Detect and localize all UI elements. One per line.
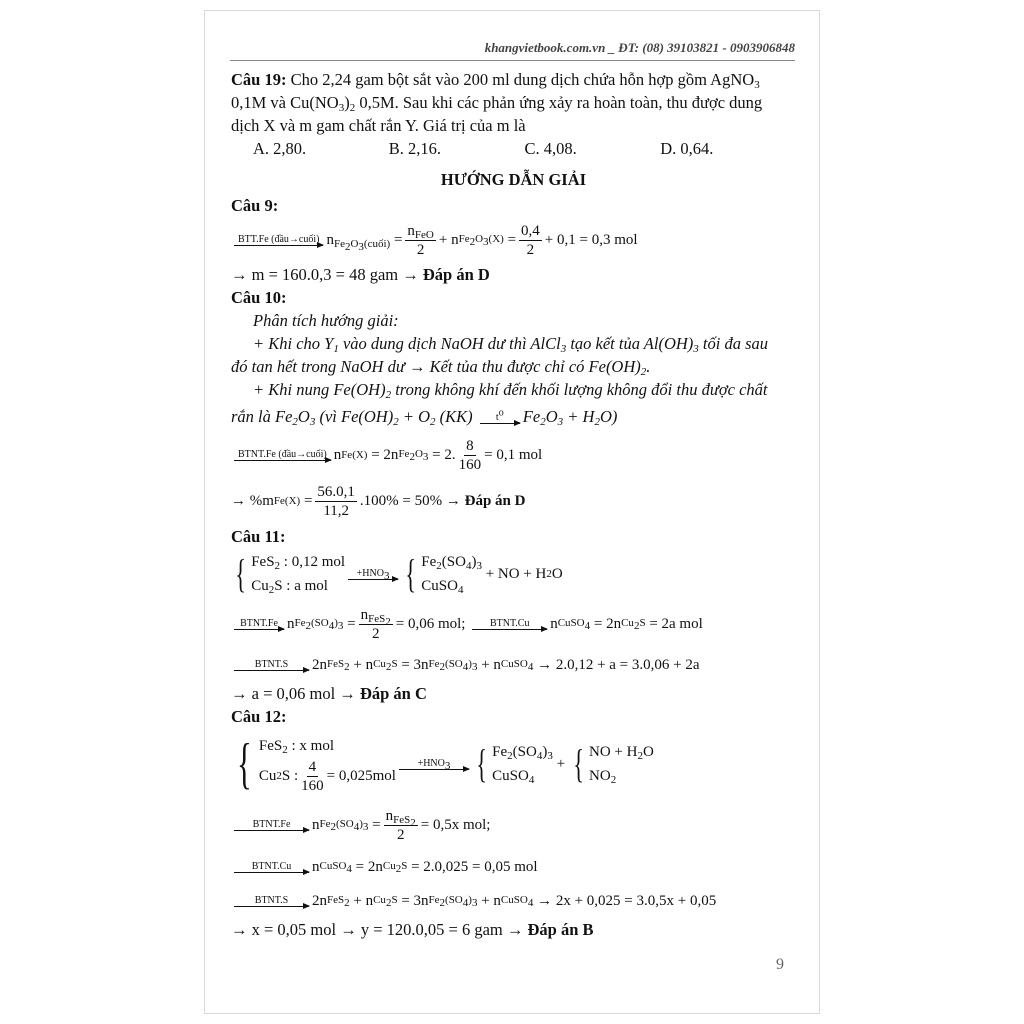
c10-l5-c: + O (398, 407, 431, 426)
c12-no-h2o: NO + H (589, 744, 638, 760)
c12-cu2s-label: S : (281, 768, 299, 784)
c10-l2-b: vào dung dịch NaOH dư thì AlCl (338, 334, 561, 353)
c10-eq2: → %m Fe(X) = $\frac{56.0,1}{11,2}$ .100% = 50% → Đáp án D (231, 483, 526, 519)
c9-label: Câu 9: (231, 196, 279, 215)
c10-l5: rắn là $Fe_2O_3$ (vì $Fe(OH)_2 + O_2$ (KK) $t^o$ $Fe_2O_3 + H_2O$) (231, 407, 618, 428)
c12-frac-num: 4 (308, 758, 317, 775)
c10-l2-a: + Khi cho Y (253, 334, 334, 353)
c11-prod-fe: Fe (421, 554, 437, 570)
c11-cu2s: Cu (251, 578, 269, 594)
c12-final-text: → x = 0,05 mol → y = 120.0,05 = 6 gam → (231, 920, 524, 939)
page-header: khangvietbook.com.vn _ ĐT: (08) 39103821 - 0903906848 (484, 40, 795, 55)
c12-arrow-s: BTNT.S (234, 895, 309, 907)
c11-eq-s-result: → 2.0,12 + a = 3.0,06 + 2a (537, 656, 700, 673)
c12-cu2s-amount: = 0,025mol (326, 768, 396, 784)
c12-answer: Đáp án B (527, 920, 594, 939)
c10-answer: Đáp án D (464, 492, 526, 509)
q19-text-2a: 0,1M và Cu(NO (231, 93, 339, 112)
q19-line2: 0,1M và $Cu(NO_3)_2$ 0,5M. Sau khi các phản ứng xảy ra hoàn toàn, thu được dung (231, 93, 763, 114)
c10-l3: đó tan hết trong NaOH dư → Kết tủa thu được chỉ có $Fe(OH)_2$. (231, 357, 651, 378)
c11-arrow-cu-label: BTNT.Cu (489, 618, 530, 629)
c10-eq1: BTNT.Fe (đầu→cuối) n Fe(X) = 2n $Fe_2O_3$ = 2. $\frac{8}{160}$ = 0,1 mol (231, 433, 796, 477)
c12-no2: NO (589, 768, 611, 784)
c12-system: { FeS$_2$ : x mol Cu 2 S : $\frac{4}{160}$ = 0,025mol $+HNO_3$ { $Fe_2(SO_4)_3$ CuSO$_4$ + { NO + $H_2O$ $NO_2$ (231, 728, 796, 800)
c9-equation: BTT.Fe (đầu→cuối) $n_{Fe_2O_3(cuối)}$ = $\frac{n_{FeO}}{2}$ + n $Fe_2O_3(X)$ = $\frac{0,4}{2}$ + 0,1 = 0,3 mol (231, 217, 796, 263)
c11-products: { $Fe_2(SO_4)_3$ CuSO$_4$ (405, 551, 482, 596)
c10-eq2-result: .100% = 50% → (359, 492, 461, 509)
c11-arrow-s-label: BTNT.S (254, 659, 289, 670)
q19-line3: dịch X và m gam chất rắn Y. Giá trị của m là (231, 116, 526, 135)
c9-arrow (234, 234, 323, 246)
c10-label: Câu 10: (231, 288, 287, 307)
page-number: 9 (776, 956, 784, 973)
c11-eq-fe-cu: BTNT.Fe n $Fe_2(SO_4)_3$ = $\frac{n_{FeS_2}}{2}$ = 0,06 mol; BTNT.Cu n CuSO$_4$ = 2n $Cu_2S$ = 2a mol (231, 600, 796, 648)
q19-text-1: Cho 2,24 gam bột sắt vào 200 ml dung dịch chứa hỗn hợp gồm AgNO (290, 70, 755, 89)
c12-eq-s: BTNT.S 2n FeS$_2$ + n $Cu_2S$ = 3n $Fe_2(SO_4)_3$ + n CuSO$_4$ → 2x + 0,025 = 3.0,5x + 0,05 (231, 884, 796, 918)
c10-frac1-den: 160 (458, 456, 482, 473)
option-d: D. 0,64. (660, 139, 714, 158)
c11-eq-s: BTNT.S 2n FeS$_2$ + n $Cu_2S$ = 3n $Fe_2(SO_4)_3$ + n CuSO$_4$ → 2.0,12 + a = 3.0,06 + 2a (231, 648, 796, 682)
q19-text-2b: 0,5M. Sau khi các phản ứng xảy ra hoàn toàn, thu được dung (355, 93, 763, 112)
c11-fes2-amount: : 0,12 mol (280, 554, 346, 570)
c9-arrow-label: BTT.Fe (đầu→cuối) (238, 234, 320, 245)
header-rule (230, 60, 795, 61)
c10-l4-b: trong không khí đến khối lượng không đổi thu được chất (391, 380, 768, 399)
c11-hno3-label: +HNO (356, 568, 384, 579)
c12-products: { $Fe_2(SO_4)_3$ CuSO$_4$ (476, 741, 553, 786)
section-title: HƯỚNG DẪN GIẢI (440, 170, 587, 189)
c12-final (231, 918, 796, 941)
c10-l2-d: tối đa sau (698, 334, 768, 353)
c11-cu2s-amount: S : a mol (274, 578, 328, 594)
c10-l1: Phân tích hướng giải: (253, 311, 399, 330)
c10-frac2-den: 11,2 (323, 502, 350, 519)
c12-eq-fe-result: = 0,5x mol; (420, 816, 491, 833)
c11-final-text: → a = 0,06 mol → (231, 684, 356, 703)
c11-answer: Đáp án C (359, 684, 427, 703)
c9-frac-num: 0,4 (521, 222, 540, 239)
c11-arrow-s (234, 659, 309, 671)
c12-label: Câu 12: (231, 707, 287, 726)
c9-plus: + 0,1 (544, 231, 576, 248)
c12-eq-cu-result: = 2.0,025 = 0,05 mol (411, 858, 538, 875)
c10-l5-a: rắn là Fe (231, 407, 293, 426)
option-a: A. 2,80. (253, 139, 307, 158)
c11-prod-cuso4: CuSO (421, 578, 458, 594)
c9-fraction (519, 222, 542, 259)
c10-frac1-num: 8 (466, 437, 474, 454)
c10-l5-g: O) (599, 407, 618, 426)
c9-line2 (231, 263, 796, 286)
c9-answer: Đáp án D (422, 265, 490, 284)
c10-heat-arrow: $t^o$ (480, 412, 520, 424)
q19-options (231, 137, 796, 160)
c11-fes2: FeS (251, 554, 275, 570)
c11-arrow-fe-label: BTNT.Fe (240, 618, 278, 629)
c10-arrow-label: BTNT.Fe (đầu→cuối) (238, 449, 327, 460)
q19-label: Câu 19: (231, 70, 287, 89)
c9-frac-den: 2 (526, 241, 535, 258)
q19-line1: Câu 19: Cho 2,24 gam bột sắt vào 200 ml dung dịch chứa hỗn hợp gồm AgNO$_3$ (231, 70, 760, 91)
c11-plus-no: + NO + H (485, 565, 547, 582)
c10-l4: + Khi nung $Fe(OH)_2$ trong không khí đến khối lượng không đổi thu được chất (253, 380, 768, 401)
c12-eq-fe: BTNT.Fe n $Fe_2(SO_4)_3$ = $\frac{n_{FeS_2}}{2}$ = 0,5x mol; (231, 800, 796, 850)
c11-hno3-arrow: $+HNO_3$ (348, 568, 398, 580)
c11-system: { FeS$_2$ : 0,12 mol $Cu_2S$ : a mol $+HNO_3$ { $Fe_2(SO_4)_3$ CuSO$_4$ + NO + H 2 O (231, 548, 796, 600)
c10-eq1-result: = 0,1 mol (484, 446, 543, 463)
c12-eq-cu: BTNT.Cu n CuSO$_4$ = 2n $Cu_2S$ = 2.0,025 = 0,05 mol (231, 850, 796, 884)
c12-gases: { NO + $H_2O$ $NO_2$ (573, 741, 654, 786)
option-b: B. 2,16. (388, 139, 442, 158)
c10-l3-text: đó tan hết trong NaOH dư → Kết tủa thu được chỉ có Fe(OH) (231, 357, 641, 376)
c11-eq-cu-result: = 2a mol (649, 615, 703, 632)
c10-l4-a: + Khi nung Fe(OH) (253, 380, 386, 399)
c12-reactants: { FeS$_2$ : x mol Cu 2 S : $\frac{4}{160}$ = 0,025mol (237, 733, 396, 795)
c11-final (231, 682, 796, 705)
c12-hno3-arrow: $+HNO_3$ (399, 758, 469, 770)
c10-l5-b: (vì Fe(OH) (315, 407, 394, 426)
c10-l5-f: + H (563, 407, 595, 426)
c12-arrow-fe: BTNT.Fe (234, 819, 309, 831)
c12-eq-s-result: → 2x + 0,025 = 3.0,5x + 0,05 (537, 892, 717, 909)
c12-frac (301, 758, 324, 795)
page-content (231, 68, 796, 941)
c11-arrow-fe (234, 618, 284, 630)
c11-reactants: { FeS$_2$ : 0,12 mol $Cu_2S$ : a mol (235, 551, 346, 596)
c9-result: = 0,3 mol (579, 231, 638, 248)
c12-fes2-amount: : x mol (287, 737, 334, 754)
c10-frac2 (315, 483, 357, 520)
c9-line2-text: → m = 160.0,3 = 48 gam → (231, 265, 419, 284)
c10-l2-c: tạo kết tủa Al(OH) (566, 334, 694, 353)
c10-frac2-num: 56.0,1 (317, 483, 355, 500)
c10-l2: + Khi cho $Y_1$ vào dung dịch NaOH dư thì AlCl$_3$ tạo kết tủa $Al(OH)_3$ tối đa sau (253, 334, 768, 355)
c10-frac1 (459, 437, 482, 474)
c11-eq-fe-result: = 0,06 mol; (395, 615, 466, 632)
option-c: C. 4,08. (524, 139, 577, 158)
c11-arrow-cu (472, 618, 547, 630)
c10-arrow (234, 449, 331, 461)
c11-label: Câu 11: (231, 527, 286, 546)
c10-l5-d: (KK) (435, 407, 473, 426)
c12-frac-den: 160 (301, 777, 324, 794)
c12-arrow-cu: BTNT.Cu (234, 861, 309, 873)
